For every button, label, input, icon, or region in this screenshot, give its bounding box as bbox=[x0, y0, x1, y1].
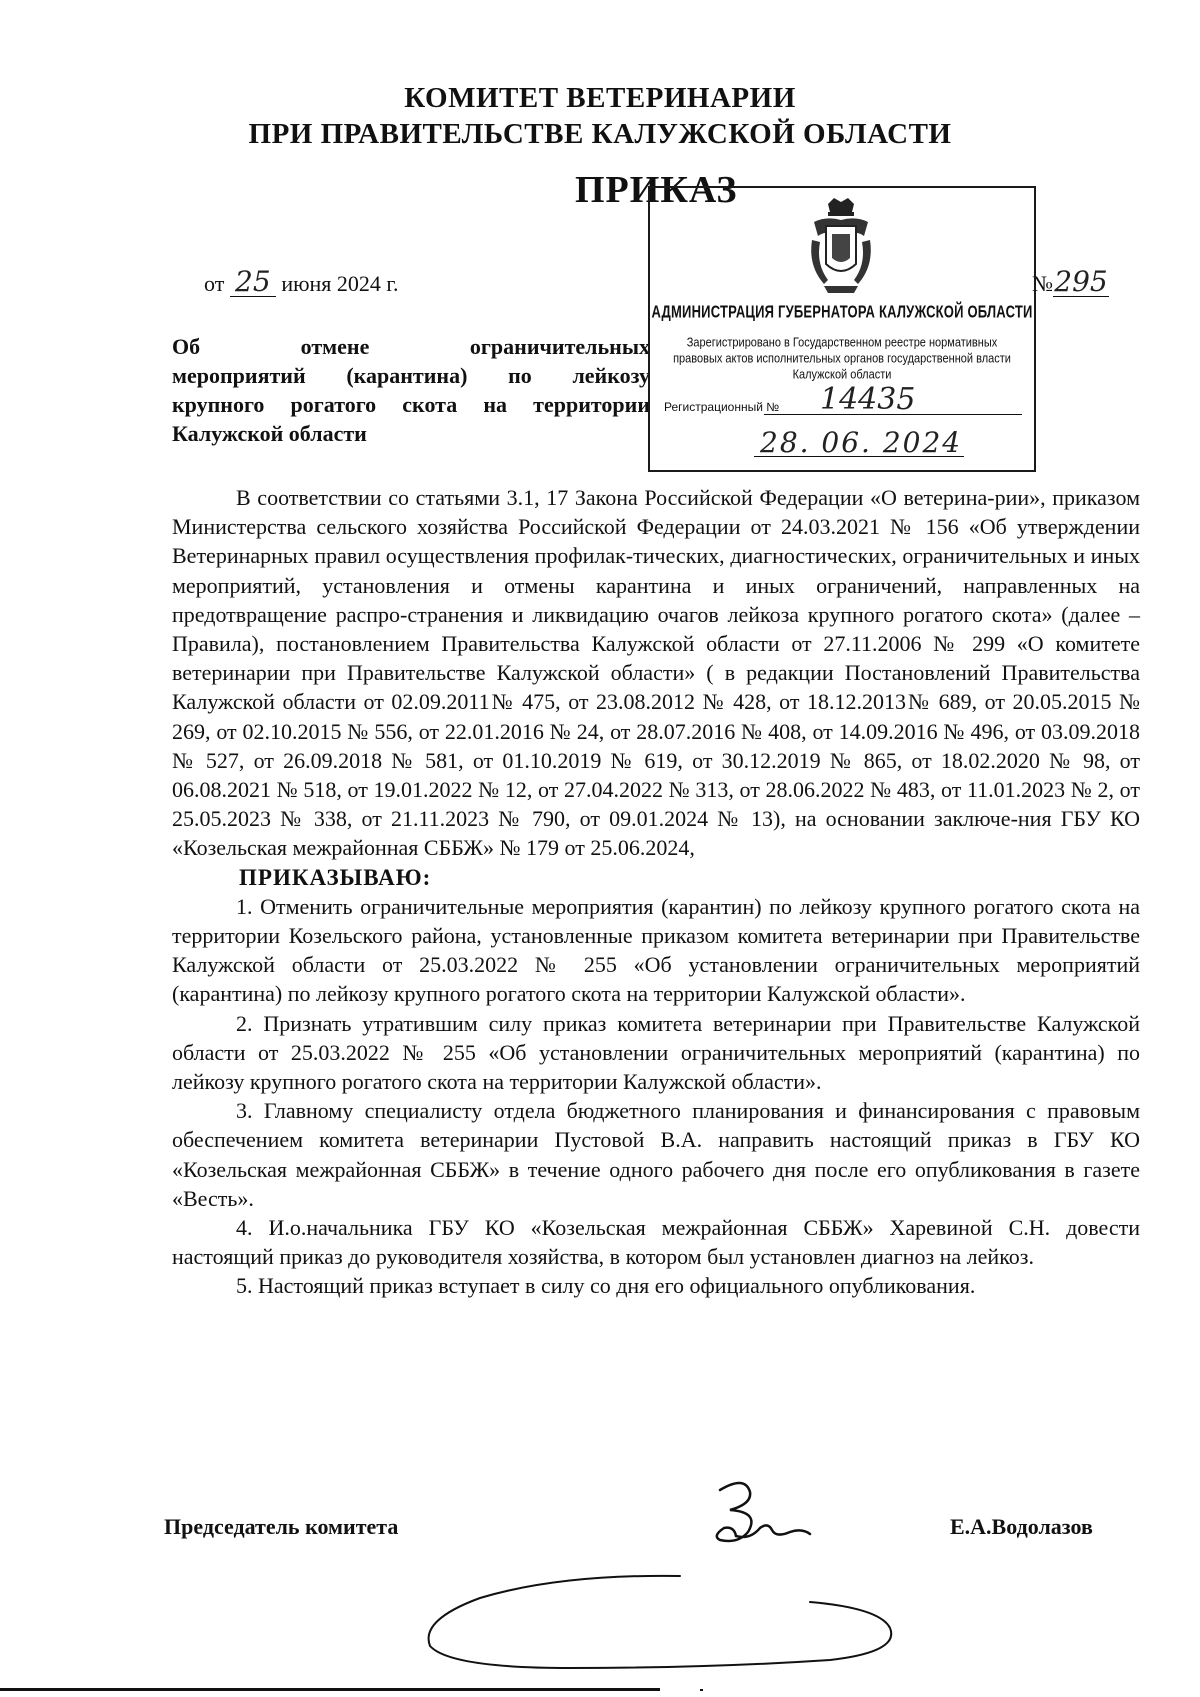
subject-line: мероприятий (карантина) по лейкозу bbox=[172, 363, 650, 388]
org-name-line1: КОМИТЕТ ВЕТЕРИНАРИИ bbox=[404, 82, 796, 114]
subject-line: крупного рогатого скота на территории bbox=[172, 392, 650, 417]
coat-of-arms-icon bbox=[806, 196, 876, 296]
order-item-4: 4. И.о.начальника ГБУ КО «Козельская межрайонная СББЖ» Харевиной С.Н. довести настоящий приказ до руководителя хозяйства, в котором был установлен диагноз на лейкоз. bbox=[172, 1215, 1140, 1270]
order-heading: ПРИКАЗЫВАЮ: bbox=[239, 864, 432, 890]
date-prefix: от bbox=[204, 271, 225, 296]
stamp-reg-label: Регистрационный № bbox=[664, 400, 780, 414]
stamp-text bbox=[664, 335, 1020, 383]
order-item-1: 1. Отменить ограничительные мероприятия (карантин) по лейкозу крупного рогатого скота на территории Козельского района, установленные приказом комитета ветеринарии при Правительстве Калужской области от 25.03.2022 № 255 «Об установлении ограничительных мероприятий (карантина) по лейкозу крупного рогатого скота на территории Калужской области». bbox=[172, 893, 1140, 1007]
number-value: 295 bbox=[1054, 265, 1108, 298]
number-prefix: № bbox=[1032, 271, 1053, 296]
document-date bbox=[204, 265, 399, 298]
stamp-reg-number: 14435 bbox=[820, 382, 916, 417]
registration-stamp bbox=[648, 186, 1036, 472]
subject-line: Калужской области bbox=[172, 421, 367, 446]
date-day: 25 bbox=[230, 268, 276, 297]
stamp-date-underline bbox=[754, 456, 964, 457]
document-number bbox=[1032, 265, 1109, 298]
stamp-text-line: Зарегистрировано в Государственном реестре нормативных bbox=[686, 336, 998, 350]
order-item-5: 5. Настоящий приказ вступает в силу со дня его официального опубликования. bbox=[236, 1273, 976, 1299]
preamble-paragraph: В соответствии со статьями 3.1, 17 Закона Российской Федерации «О ветерина-рии», приказом Министерства сельского хозяйства Российской Федерации от 24.03.2021 № 156 «Об утверждении Ветеринарных правил осуществления профилак-тических, диагностических, ограничительных и иных мероприятий, установления и отмены карантина и иных ограничений, направленных на предотвращение распро-странения и ликвидацию очагов лейкоза крупного рогатого скота» (далее – Правила), постановлением Правительства Калужской области от 27.11.2006 № 299 «О комитете ветеринарии при Правительстве Калужской области» ( в редакции Постановлений Правительства Калужской области от 02.09.2011№ 475, от 23.08.2012 № 428, от 18.12.2013№ 689, от 20.05.2015 № 269, от 02.10.2015 № 556, от 22.01.2016 № 24, от 28.07.2016 № 408, от 14.09.2016 № 496, от 03.09.2018 № 527, от 26.09.2018 № 581, от 01.10.2019 № 619, от 30.12.2019 № 865, от 18.02.2020 № 98, от 06.08.2021 № 518, от 19.01.2022 № 12, от 27.04.2022 № 313, от 28.06.2022 № 483, от 11.01.2023 № 2, от 25.05.2023 № 338, от 21.11.2023 № 790, от 09.01.2024 № 13), на основании заключе-ния ГБУ КО «Козельская межрайонная СББЖ» № 179 от 25.06.2024, bbox=[172, 485, 1140, 861]
subject-line: Об отмене ограничительных bbox=[172, 334, 650, 359]
order-item-2: 2. Признать утратившим силу приказ комитета ветеринарии при Правительстве Калужской области от 25.03.2022 № 255 «Об установлении ограничительных мероприятий (карантина) по лейкозу крупного рогатого скота на территории Калужской области». bbox=[172, 1010, 1140, 1095]
registration-signature-mark bbox=[410, 1568, 910, 1678]
org-name-line2: ПРИ ПРАВИТЕЛЬСТВЕ КАЛУЖСКОЙ ОБЛАСТИ bbox=[248, 118, 952, 150]
stamp-text-line: Калужской области bbox=[792, 368, 892, 382]
stamp-title: АДМИНИСТРАЦИЯ ГУБЕРНАТОРА КАЛУЖСКОЙ ОБЛАСТИ bbox=[651, 301, 1033, 322]
stamp-text-line: правовых актов исполнительных органов государственной власти bbox=[673, 352, 1011, 366]
stamp-reg-date: 28. 06. 2024 bbox=[760, 426, 963, 459]
document-type: ПРИКАЗ bbox=[575, 169, 738, 211]
page-bottom-rule bbox=[0, 1688, 1200, 1691]
signer-name: Е.А.Водолазов bbox=[950, 1514, 1093, 1539]
document-body bbox=[172, 483, 1140, 1301]
date-month-year: июня 2024 г. bbox=[281, 271, 399, 296]
signer-title: Председатель комитета bbox=[164, 1514, 399, 1539]
order-item-3: 3. Главному специалисту отдела бюджетного планирования и финансирования с правовым обеспечением комитета ветеринарии Пустовой В.А. направить настоящий приказ в ГБУ КО «Козельская межрайонная СББЖ» в течение одного рабочего дня после его опубликования в газете «Весть». bbox=[172, 1098, 1140, 1211]
handwritten-signature bbox=[690, 1470, 840, 1565]
document-subject bbox=[172, 332, 650, 448]
